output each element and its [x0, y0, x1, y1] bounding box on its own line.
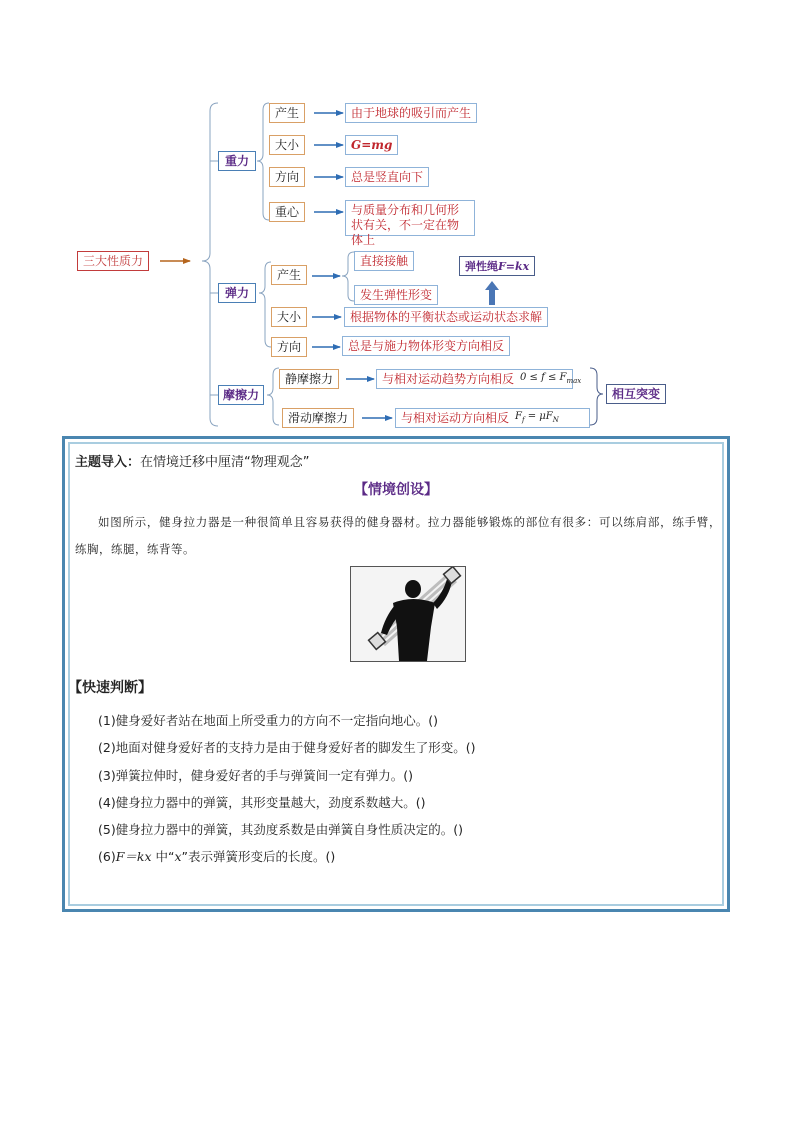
prop-label: 大小 — [277, 310, 302, 324]
formula-sub2: N — [552, 416, 559, 424]
theme-intro — [75, 451, 310, 470]
elastic-direction-desc — [342, 336, 510, 356]
friction-node — [218, 385, 264, 405]
formula-main: 0 ≤ f ≤ F — [520, 372, 567, 383]
prop-label: 产生 — [275, 106, 300, 120]
formula-sub: max — [566, 377, 582, 385]
item6-prefix: (6) — [98, 849, 116, 865]
item6-mid: 中“ — [151, 849, 175, 865]
item6-formula: F＝kx — [115, 849, 152, 865]
kinetic-friction-desc — [395, 408, 590, 428]
desc-label: 根据物体的平衡状态或运动状态求解 — [350, 310, 543, 324]
judge-item-4: (4)健身拉力器中的弹簧，其形变量越大，劲度系数越大。() — [98, 794, 426, 810]
desc-label: 总是与施力物体形变方向相反 — [348, 339, 505, 353]
fitness-photo — [350, 566, 466, 662]
gravity-produce-prop — [269, 103, 305, 123]
elastic-node — [218, 283, 256, 303]
desc-label: 发生弹性形变 — [360, 288, 433, 302]
prop-label: 方向 — [277, 340, 302, 354]
elastic-rope-box — [459, 256, 535, 276]
gravity-label: 重力 — [224, 154, 249, 168]
scenario-title: 【情境创设】 — [354, 482, 438, 498]
prop-label: 滑动摩擦力 — [288, 411, 349, 425]
prop-label: 大小 — [275, 138, 300, 152]
desc-label: 与相对运动方向相反 — [401, 411, 510, 425]
prop-label: 静摩擦力 — [285, 372, 334, 386]
kinetic-friction-formula — [515, 412, 559, 424]
elastic-produce-prop — [271, 265, 307, 285]
desc-label: 由于地球的吸引而产生 — [351, 106, 472, 120]
elastic-label: 弹力 — [224, 286, 249, 300]
judge-list — [98, 707, 475, 871]
item6-var: x — [174, 849, 182, 865]
formula-f: F — [515, 411, 522, 422]
prop-label: 产生 — [277, 268, 302, 282]
gravity-direction-desc — [345, 167, 429, 187]
elastic-direction-prop — [271, 337, 307, 357]
judge-title: 【快速判断】 — [68, 680, 152, 696]
desc-label: 总是竖直向下 — [351, 170, 424, 184]
item6-rest: ”表示弹簧形变后的长度。() — [181, 849, 336, 865]
rope-formula: F=kx — [498, 259, 530, 273]
gravity-size-desc — [345, 135, 398, 155]
theme-card — [62, 436, 730, 912]
root-label: 三大性质力 — [83, 254, 144, 268]
intro-label: 主题导入： — [75, 455, 141, 470]
gravity-direction-prop — [269, 167, 305, 187]
elastic-deform-desc — [354, 285, 438, 305]
mutual-change-box — [606, 384, 666, 404]
judge-item-6 — [98, 843, 475, 870]
friction-label: 摩擦力 — [222, 388, 259, 402]
gravity-produce-desc — [345, 103, 477, 123]
judge-item-3: (3)弹簧拉伸时，健身爱好者的手与弹簧间一定有弹力。() — [98, 767, 413, 783]
kinetic-friction-prop — [282, 408, 354, 428]
fitness-figure-icon — [351, 567, 465, 661]
scenario-text: 如图所示，健身拉力器是一种很简单且容易获得的健身器材。拉力器能够锻炼的部位有很多：可以练肩部，练手臂，练胸，练腿，练背等。 — [75, 515, 721, 556]
static-friction-desc — [376, 369, 582, 389]
intro-text: 在情境迁移中厘清“物理观念” — [140, 455, 310, 470]
judge-item-1: (1)健身爱好者站在地面上所受重力的方向不一定指向地心。() — [98, 713, 438, 728]
elastic-size-desc — [344, 307, 548, 327]
judge-item-2: (2)地面对健身爱好者的支持力是由于健身爱好者的脚发生了形变。() — [98, 740, 476, 756]
up-arrow-icon — [484, 280, 500, 306]
gravity-size-prop — [269, 135, 305, 155]
elastic-contact-desc — [354, 251, 414, 271]
desc-label: 与相对运动趋势方向相反 — [382, 372, 515, 386]
rope-prefix: 弹性绳 — [465, 259, 498, 273]
relation-label: 相互突变 — [612, 387, 661, 401]
judge-item-5: (5)健身拉力器中的弹簧，其劲度系数是由弹簧自身性质决定的。() — [98, 822, 463, 838]
desc-label: 与质量分布和几何形状有关，不一定在物体上 — [351, 203, 460, 247]
formula-sub: f — [521, 416, 525, 424]
formula-rest: = μF — [524, 411, 553, 422]
gravity-formula: G=mg — [351, 138, 393, 152]
gravity-node — [218, 151, 256, 171]
desc-label: 直接接触 — [360, 254, 409, 268]
static-friction-prop — [279, 369, 339, 389]
static-friction-formula — [520, 373, 581, 385]
gravity-center-desc — [345, 200, 475, 247]
prop-label: 重心 — [275, 205, 300, 219]
root-node — [77, 251, 149, 271]
gravity-center-prop — [269, 202, 305, 222]
prop-label: 方向 — [275, 170, 300, 184]
elastic-size-prop — [271, 307, 307, 327]
